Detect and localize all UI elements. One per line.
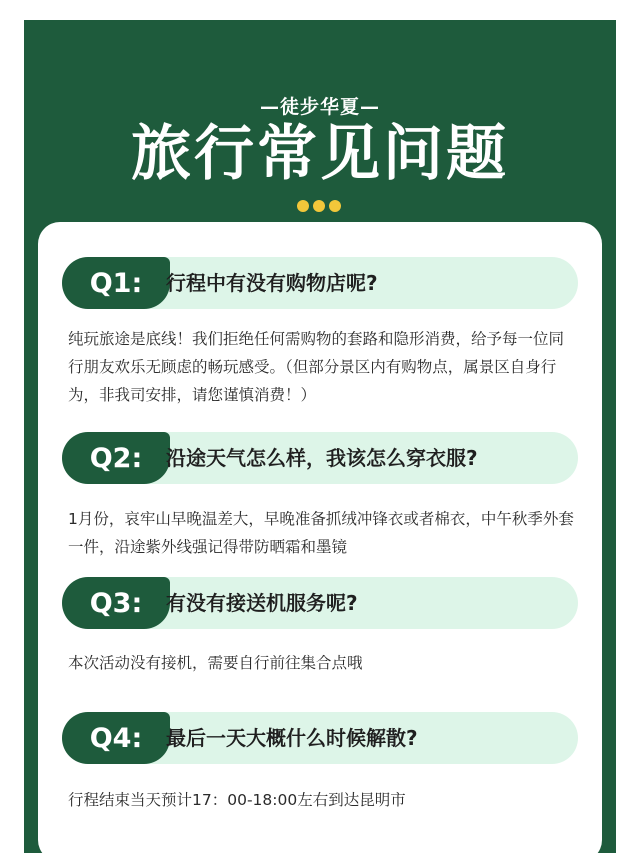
dot-icon — [313, 200, 325, 212]
question-text-4: 最后一天大概什么时候解散? — [166, 726, 418, 750]
brand-subtitle: —徒步华夏— — [259, 96, 380, 118]
question-badge-2: Q2: — [62, 432, 170, 484]
dot-icon — [297, 200, 309, 212]
decorative-dots — [297, 200, 341, 214]
question-text-1: 行程中有没有购物店呢? — [166, 271, 378, 295]
question-badge-4: Q4: — [62, 712, 170, 764]
question-text-2: 沿途天气怎么样，我该怎么穿衣服? — [166, 446, 478, 470]
answer-text-4: 行程结束当天预计17：00-18:00左右到达昆明市 — [68, 791, 406, 809]
question-text-3: 有没有接送机服务呢? — [166, 591, 358, 615]
dot-icon — [329, 200, 341, 212]
answer-text-2: 1月份，哀牢山早晚温差大，早晚准备抓绒冲锋衣或者棉衣，中午秋季外套一件，沿途紫外线强记得带防晒霜和墨镜 — [68, 510, 574, 556]
answer-text-1: 纯玩旅途是底线！我们拒绝任何需购物的套路和隐形消费，给予每一位同行朋友欢乐无顾虑的畅玩感受。（但部分景区内有购物点，属景区自身行为，非我司安排，请您谨慎消费！） — [68, 330, 565, 404]
question-badge-3: Q3: — [62, 577, 170, 629]
page-title: 旅行常见问题 — [131, 119, 509, 189]
answer-text-3: 本次活动没有接机，需要自行前往集合点哦 — [68, 654, 363, 672]
question-badge-1: Q1: — [62, 257, 170, 309]
